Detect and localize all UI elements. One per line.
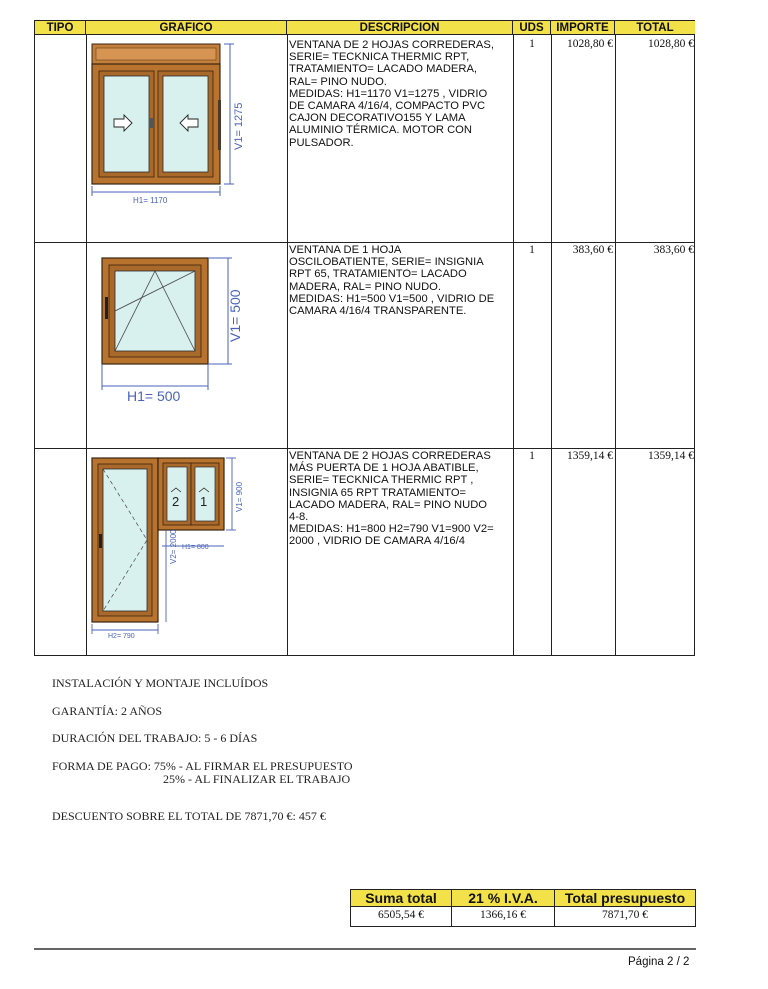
header-importe: IMPORTE [551,21,615,35]
row-2-importe: 383,60 € [572,244,613,256]
totals-box [350,889,696,929]
row-1-description: VENTANA DE 2 HOJAS CORREDERAS, SERIE= TECKNICA THERMIC RPT, TRATAMIENTO= LACADO MADERA, RAL= PINO NUDO. MEDIDAS: H1=1170 V1=1275 , VIDRIO DE CAMARA 4/16/4, COMPACTO PVC CAJON DECORATIVO155 Y LAMA ALUMINIO TÉRMICA. MOTOR CON PULSADOR. [289,39,494,149]
note-payment-2: 25% - AL FINALIZAR EL TRABAJO [163,772,351,786]
page-number: Página 2 / 2 [628,956,690,968]
note-discount: DESCUENTO SOBRE EL TOTAL DE 7871,70 €: 457 € [52,809,326,823]
dimension-label-v2: V2= 2000 [169,529,178,564]
note-duration: DURACIÓN DEL TRABAJO: 5 - 6 DÍAS [52,731,258,745]
row-2-uds: 1 [529,244,535,256]
column-divider [287,35,288,655]
iva-label: 21 % I.V.A. [452,889,555,907]
column-divider [513,35,514,655]
window-drawing-1 [86,40,256,210]
row-2-total: 383,60 € [653,244,694,256]
row-1-uds: 1 [529,38,535,50]
dimension-label-h1: H1= 800 [182,544,209,551]
dimension-label-h1: H1= 500 [127,388,181,404]
column-divider [551,35,552,655]
row-2-description: VENTANA DE 1 HOJA OSCILOBATIENTE, SERIE= INSIGNIA RPT 65, TRATAMIENTO= LACADO MADERA, RAL= PINO NUDO. MEDIDAS: H1=500 V1=500 , VIDRIO DE CAMARA 4/16/4 TRANSPARENTE. [289,244,495,318]
total-presupuesto-value: 7871,70 € [555,907,696,927]
header-grafico: GRAFICO [86,21,287,35]
row-3-description: VENTANA DE 2 HOJAS CORREDERAS MÁS PUERTA DE 1 HOJA ABATIBLE, SERIE= TECKNICA THERMIC RPT , INSIGNIA 65 RPT TRATAMIENTO= LACADO MADERA, RAL= PINO NUDO 4-8. MEDIDAS: H1=800 H2=790 V1=900 V2= 2000 , VIDRIO DE CAMARA 4/16/4 [289,450,494,548]
iva-value: 1366,16 € [452,907,555,927]
dimension-label-h1: H1= 1170 [133,196,168,205]
suma-total-value: 6505,54 € [350,907,452,927]
row-divider [35,242,694,243]
dimension-label-v1: V1= 900 [235,481,244,512]
leaf-number: 2 [172,494,180,509]
row-1-importe: 1028,80 € [567,38,613,50]
note-payment-1: FORMA DE PAGO: 75% - AL FIRMAR EL PRESUPUESTO [52,759,353,773]
note-warranty: GARANTÍA: 2 AÑOS [52,704,163,718]
total-presupuesto-label: Total presupuesto [555,889,696,907]
header-tipo: TIPO [35,21,86,35]
dimension-label-v1: V1= 500 [227,289,243,342]
row-3-uds: 1 [529,450,535,462]
footer-divider [34,948,696,950]
leaf-number: 1 [200,494,208,509]
dimension-label-v1: V1= 1275 [233,102,245,150]
header-descripcion: DESCRIPCION [287,21,513,35]
row-1-total: 1028,80 € [648,38,694,50]
note-installation: INSTALACIÓN Y MONTAJE INCLUÍDOS [52,676,269,690]
row-3-total: 1359,14 € [648,450,694,462]
dimension-label-h2: H2= 790 [108,633,135,640]
row-3-importe: 1359,14 € [567,450,613,462]
suma-total-label: Suma total [350,889,452,907]
header-uds: UDS [513,21,551,35]
header-total: TOTAL [615,21,695,35]
column-divider [615,35,616,655]
window-drawing-3 [86,452,256,642]
row-divider [35,448,694,449]
